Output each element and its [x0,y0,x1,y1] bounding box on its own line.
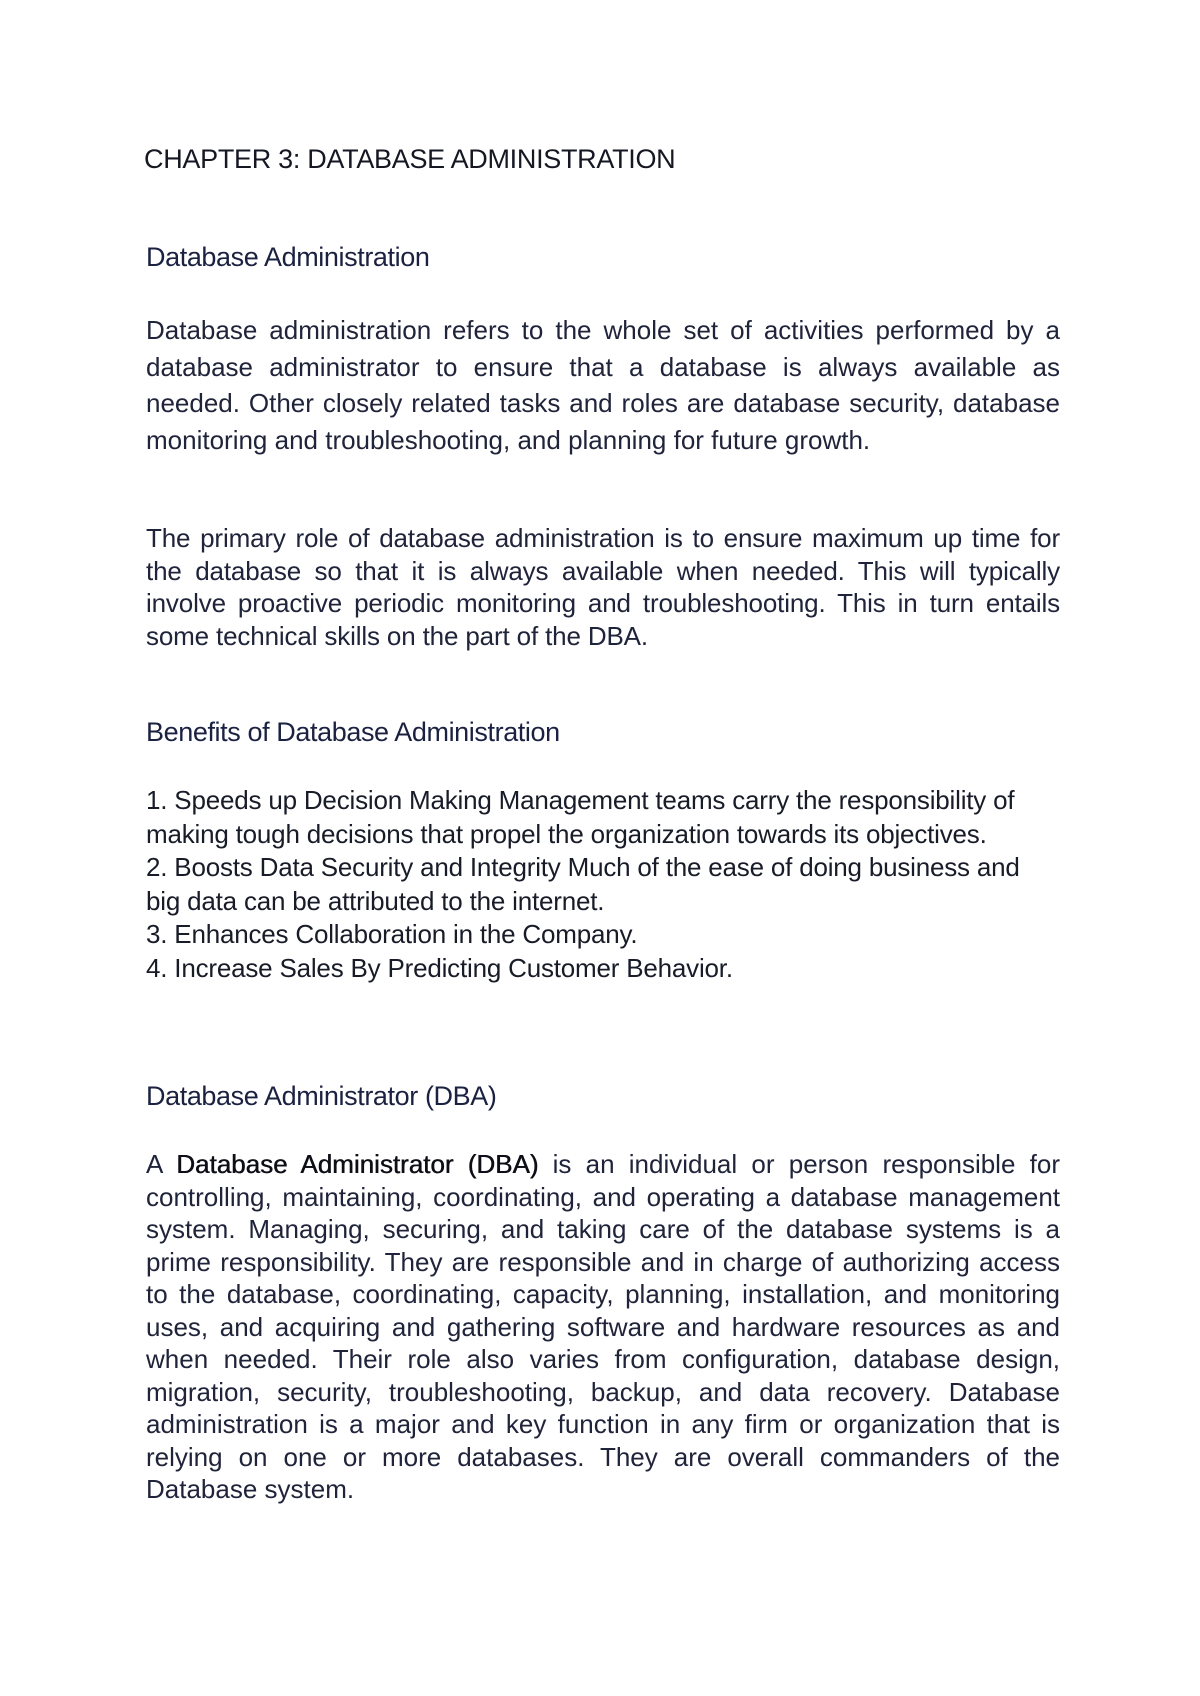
intro-paragraph-2: The primary role of database administration is to ensure maximum up time for the database so that it is always available when needed. This will typically involve proactive periodic monitoring and troubleshooting. This in turn entails some technical skills on the part of the DBA. [146,523,1060,651]
dba-term: Database Administrator (DBA) [176,1149,539,1179]
list-item: 2. Boosts Data Security and Integrity Much of the ease of doing business and big data can be attributed to the internet. [146,852,1020,916]
section-heading-database-administration: Database Administration [146,242,430,272]
section-heading-dba: Database Administrator (DBA) [146,1081,497,1111]
section-heading-benefits: Benefits of Database Administration [146,717,560,747]
list-item: 3. Enhances Collaboration in the Company. [146,919,638,949]
benefits-list [146,784,1060,985]
dba-paragraph-lead: A [146,1149,177,1179]
dba-paragraph-rest: is an individual or person responsible for controlling, maintaining, coordinating, and operating a database management system. Managing, securing, and taking care of the database systems is a prime responsibility. They are responsible and in charge of authorizing access to the database, coordinating, capacity, planning, installation, and monitoring uses, and acquiring and gathering software and hardware resources as and when needed. Their role also varies from configuration, database design, migration, security, troubleshooting, backup, and data recovery. Database administration is a major and key function in any firm or organization that is relying on one or more databases. They are overall commanders of the Database system. [146,1149,1060,1504]
intro-paragraph-1: Database administration refers to the whole set of activities performed by a database administrator to ensure that a database is always available as needed. Other closely related tasks and roles are database security, database monitoring and troubleshooting, and planning for future growth. [146,315,1060,455]
list-item: 4. Increase Sales By Predicting Customer Behavior. [146,952,733,983]
dba-paragraph [146,1148,1060,1506]
chapter-title: CHAPTER 3: DATABASE ADMINISTRATION [144,144,676,174]
list-item: 1. Speeds up Decision Making Management teams carry the responsibility of making tough decisions that propel the organization towards its objectives. [146,785,1015,849]
